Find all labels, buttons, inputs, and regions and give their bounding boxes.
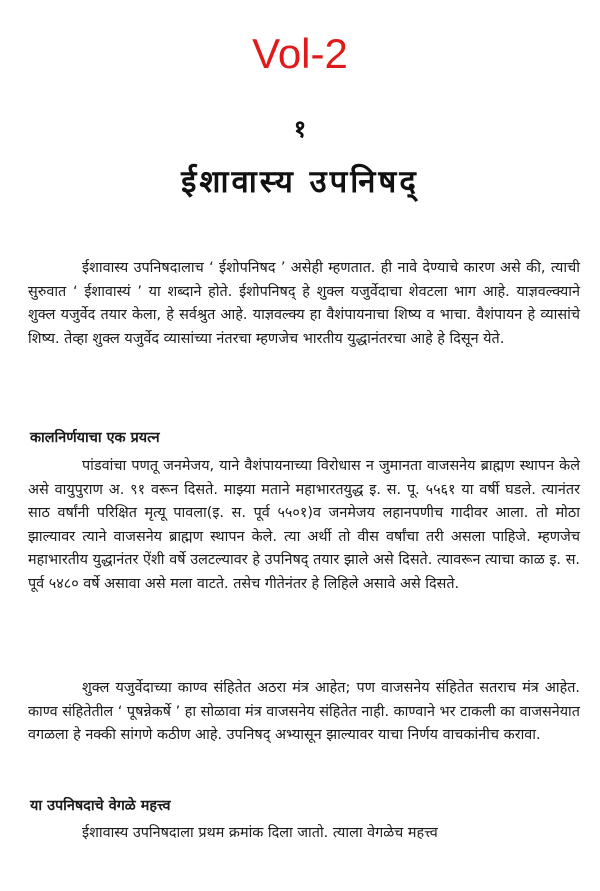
paragraph-intro: ईशावास्य उपनिषदालाच ‘ ईशोपनिषद ’ असेही म्हणतात. ही नावे देण्याचे कारण असे की, त्याची सुरुवात ‘ ईशावास्यं ’ या शब्दाने होते. ईशोपनिषद् हे शुक्ल यजुर्वेदाचा शेवटला भाग आहे. याज्ञवल्क्याने शुक्ल यजुर्वेद तयार केला, हे सर्वश्रुत आहे. याज्ञवल्क्य हा वैशंपायनाचा शिष्य व भाचा. वैशंपायन हे व्यासांचे शिष्य. तेव्हा शुक्ल यजुर्वेद व्यासांच्या नंतरचा म्हणजेच भारतीय युद्धानंतरचा आहे हे दिसून येते. bbox=[28, 260, 580, 347]
paragraph-importance: ईशावास्य उपनिषदाला प्रथम क्रमांक दिला जातो. त्याला वेगळेच महत्त्व bbox=[82, 825, 438, 841]
volume-label: Vol-2 bbox=[252, 30, 348, 77]
paragraph-samhita: शुक्ल यजुर्वेदाच्या काण्व संहितेत अठरा मंत्र आहेत; पण वाजसनेय संहितेत सतराच मंत्र आहेत. काण्व संहितेतील ‘ पूषन्नेकर्षे ’ हा सोळावा मंत्र वाजसनेय संहितेत नाही. काण्वाने भर टाकली का वाजसनेयात वगळला हे नक्की सांगणे कठीण आहे. उपनिषद् अभ्यासून झाल्यावर याचा निर्णय वाचकांनीच करावा. bbox=[28, 680, 580, 743]
section-heading-importance: या उपनिषदाचे वेगळे महत्त्व bbox=[30, 798, 171, 814]
chapter-number: १ bbox=[293, 115, 307, 143]
paragraph-dating: पांडवांचा पणतू जनमेजय, याने वैशंपायनाच्या विरोधास न जुमानता वाजसनेय ब्राह्मण स्थापन केले असे वायुपुराण अ. ९१ वरून दिसते. माझ्या मताने महाभारतयुद्ध इ. स. पू. ५५६१ या वर्षी घडले. त्यानंतर साठ वर्षांनी परिक्षित मृत्यू पावला(इ. स. पूर्व ५५०१)व जनमेजय लहानपणीच गादीवर आला. तो मोठा झाल्यावर त्याने वाजसनेय ब्राह्मण स्थापन केले. त्या अर्थी तो वीस वर्षांचा तरी असला पाहिजे. म्हणजेच महाभारतीय युद्धानंतर ऐंशी वर्षे उलटल्यावर हे उपनिषद् तयार झाले असे दिसते. त्यावरून त्याचा काळ इ. स. पूर्व ५४८० वर्षे असावा असे मला वाटते. तसेच गीतेनंतर हे लिहिले असावे असे दिसते. bbox=[28, 458, 580, 592]
chapter-title: ईशावास्य उपनिषद् bbox=[181, 164, 419, 200]
section-heading-dating: कालनिर्णयाचा एक प्रयत्न bbox=[30, 430, 160, 446]
